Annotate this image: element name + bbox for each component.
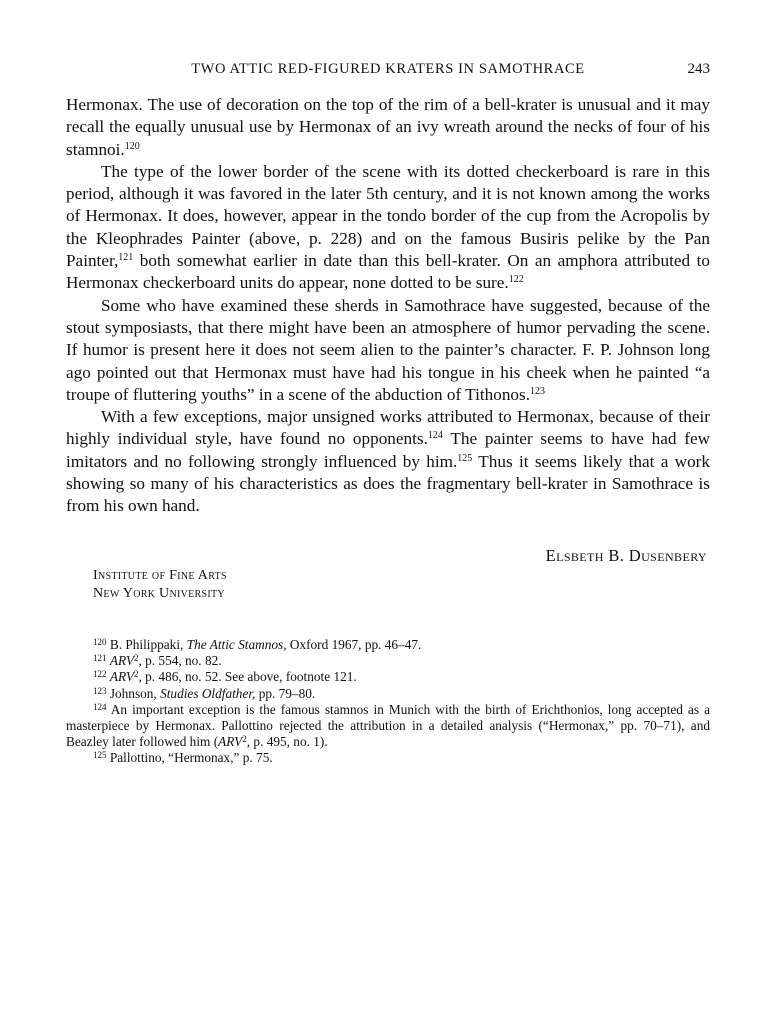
footnote-ref-122[interactable]: 122 — [508, 274, 524, 286]
footnote-120: $^{120}$ B. Philippaki, The Attic Stamnos, Oxford 1967, pp. 46–47. — [93, 637, 422, 652]
paragraph-2: The type of the lower border of the scene with its dotted checkerboard is rare in this period, although it was favored in the later 5th century, and it is not known among the works of Hermonax. It does, however, appear in the tondo border of the cup from the Acropolis by the Kleophrades Painter (above, p. 228) and on the famous Busiris pelike by the Pan Painter,$^{121}$ both somewhat earlier in date than this bell-krater. On an amphora attributed to Hermonax checkerboard units do appear, none dotted to be sure.$^{122}$ — [66, 161, 710, 293]
paragraph-4: With a few exceptions, major unsigned works attributed to Hermonax, because of their highly individual style, have found no opponents.$^{124}$ The painter seems to have had few imitators and no following strongly influenced by him.$^{125}$ Thus it seems likely that a work showing so many of his characteristics as does the fragmentary bell-krater in Samothrace is from his own hand. — [66, 407, 710, 516]
footnote-123: $^{123}$ Johnson, Studies Oldfather, pp. 79–80. — [93, 685, 316, 701]
body-text — [66, 94, 710, 518]
running-header — [66, 61, 710, 81]
paragraph-1: Hermonax. The use of decoration on the top of the rim of a bell-krater is unusual and it may recall the equally unusual use by Hermonax of an ivy wreath around the necks of four of his stamnoi.$^{120}$ — [66, 95, 710, 159]
footnote-121: $^{121}$ ARV$^2$, p. 554, no. 82. — [93, 653, 222, 669]
footnote-ref-120[interactable]: 120 — [124, 140, 140, 152]
page-number: 243 — [687, 61, 710, 77]
footnote-124: $^{124}$ An important exception is the famous stamnos in Munich with the birth of Erichthonios, long accepted as a masterpiece by Hermonax. Pallottino rejected the attribution in a detailed analysis (“Hermonax,” pp. 70–71), and Beazley later followed him (ARV$^2$, p. 495, no. 1). — [66, 701, 710, 750]
affiliation-institute: Institute of Fine Arts — [93, 568, 227, 583]
footnote-ref-121[interactable]: 121 — [118, 252, 134, 264]
footnote-ref-125[interactable]: 125 — [457, 452, 473, 464]
affiliation-university: New York University — [93, 585, 225, 601]
footnote-ref-123[interactable]: 123 — [530, 385, 545, 397]
author-affiliation — [93, 567, 227, 602]
running-title: TWO ATTIC RED-FIGURED KRATERS IN SAMOTHRACE — [191, 61, 585, 77]
footnote-125: $^{125}$ Pallottino, “Hermonax,” p. 75. — [93, 750, 273, 766]
footnotes — [66, 637, 710, 767]
footnote-ref-124[interactable]: 124 — [427, 430, 443, 442]
author-signature: Elsbeth B. Dusenbery — [545, 546, 707, 565]
paragraph-3: Some who have examined these sherds in Samothrace have suggested, because of the stout symposiasts, that there might have been an atmosphere of humor pervading the scene. If humor is present here it does not seem alien to the painter’s character. F. P. Johnson long ago pointed out that Hermonax must have had his tongue in his cheek when he painted “a troupe of fluttering youths” in a scene of the abduction of Tithonos.$^{123}$ — [66, 295, 710, 404]
footnote-122: $^{122}$ ARV$^2$, p. 486, no. 52. See above, footnote 121. — [93, 669, 357, 685]
